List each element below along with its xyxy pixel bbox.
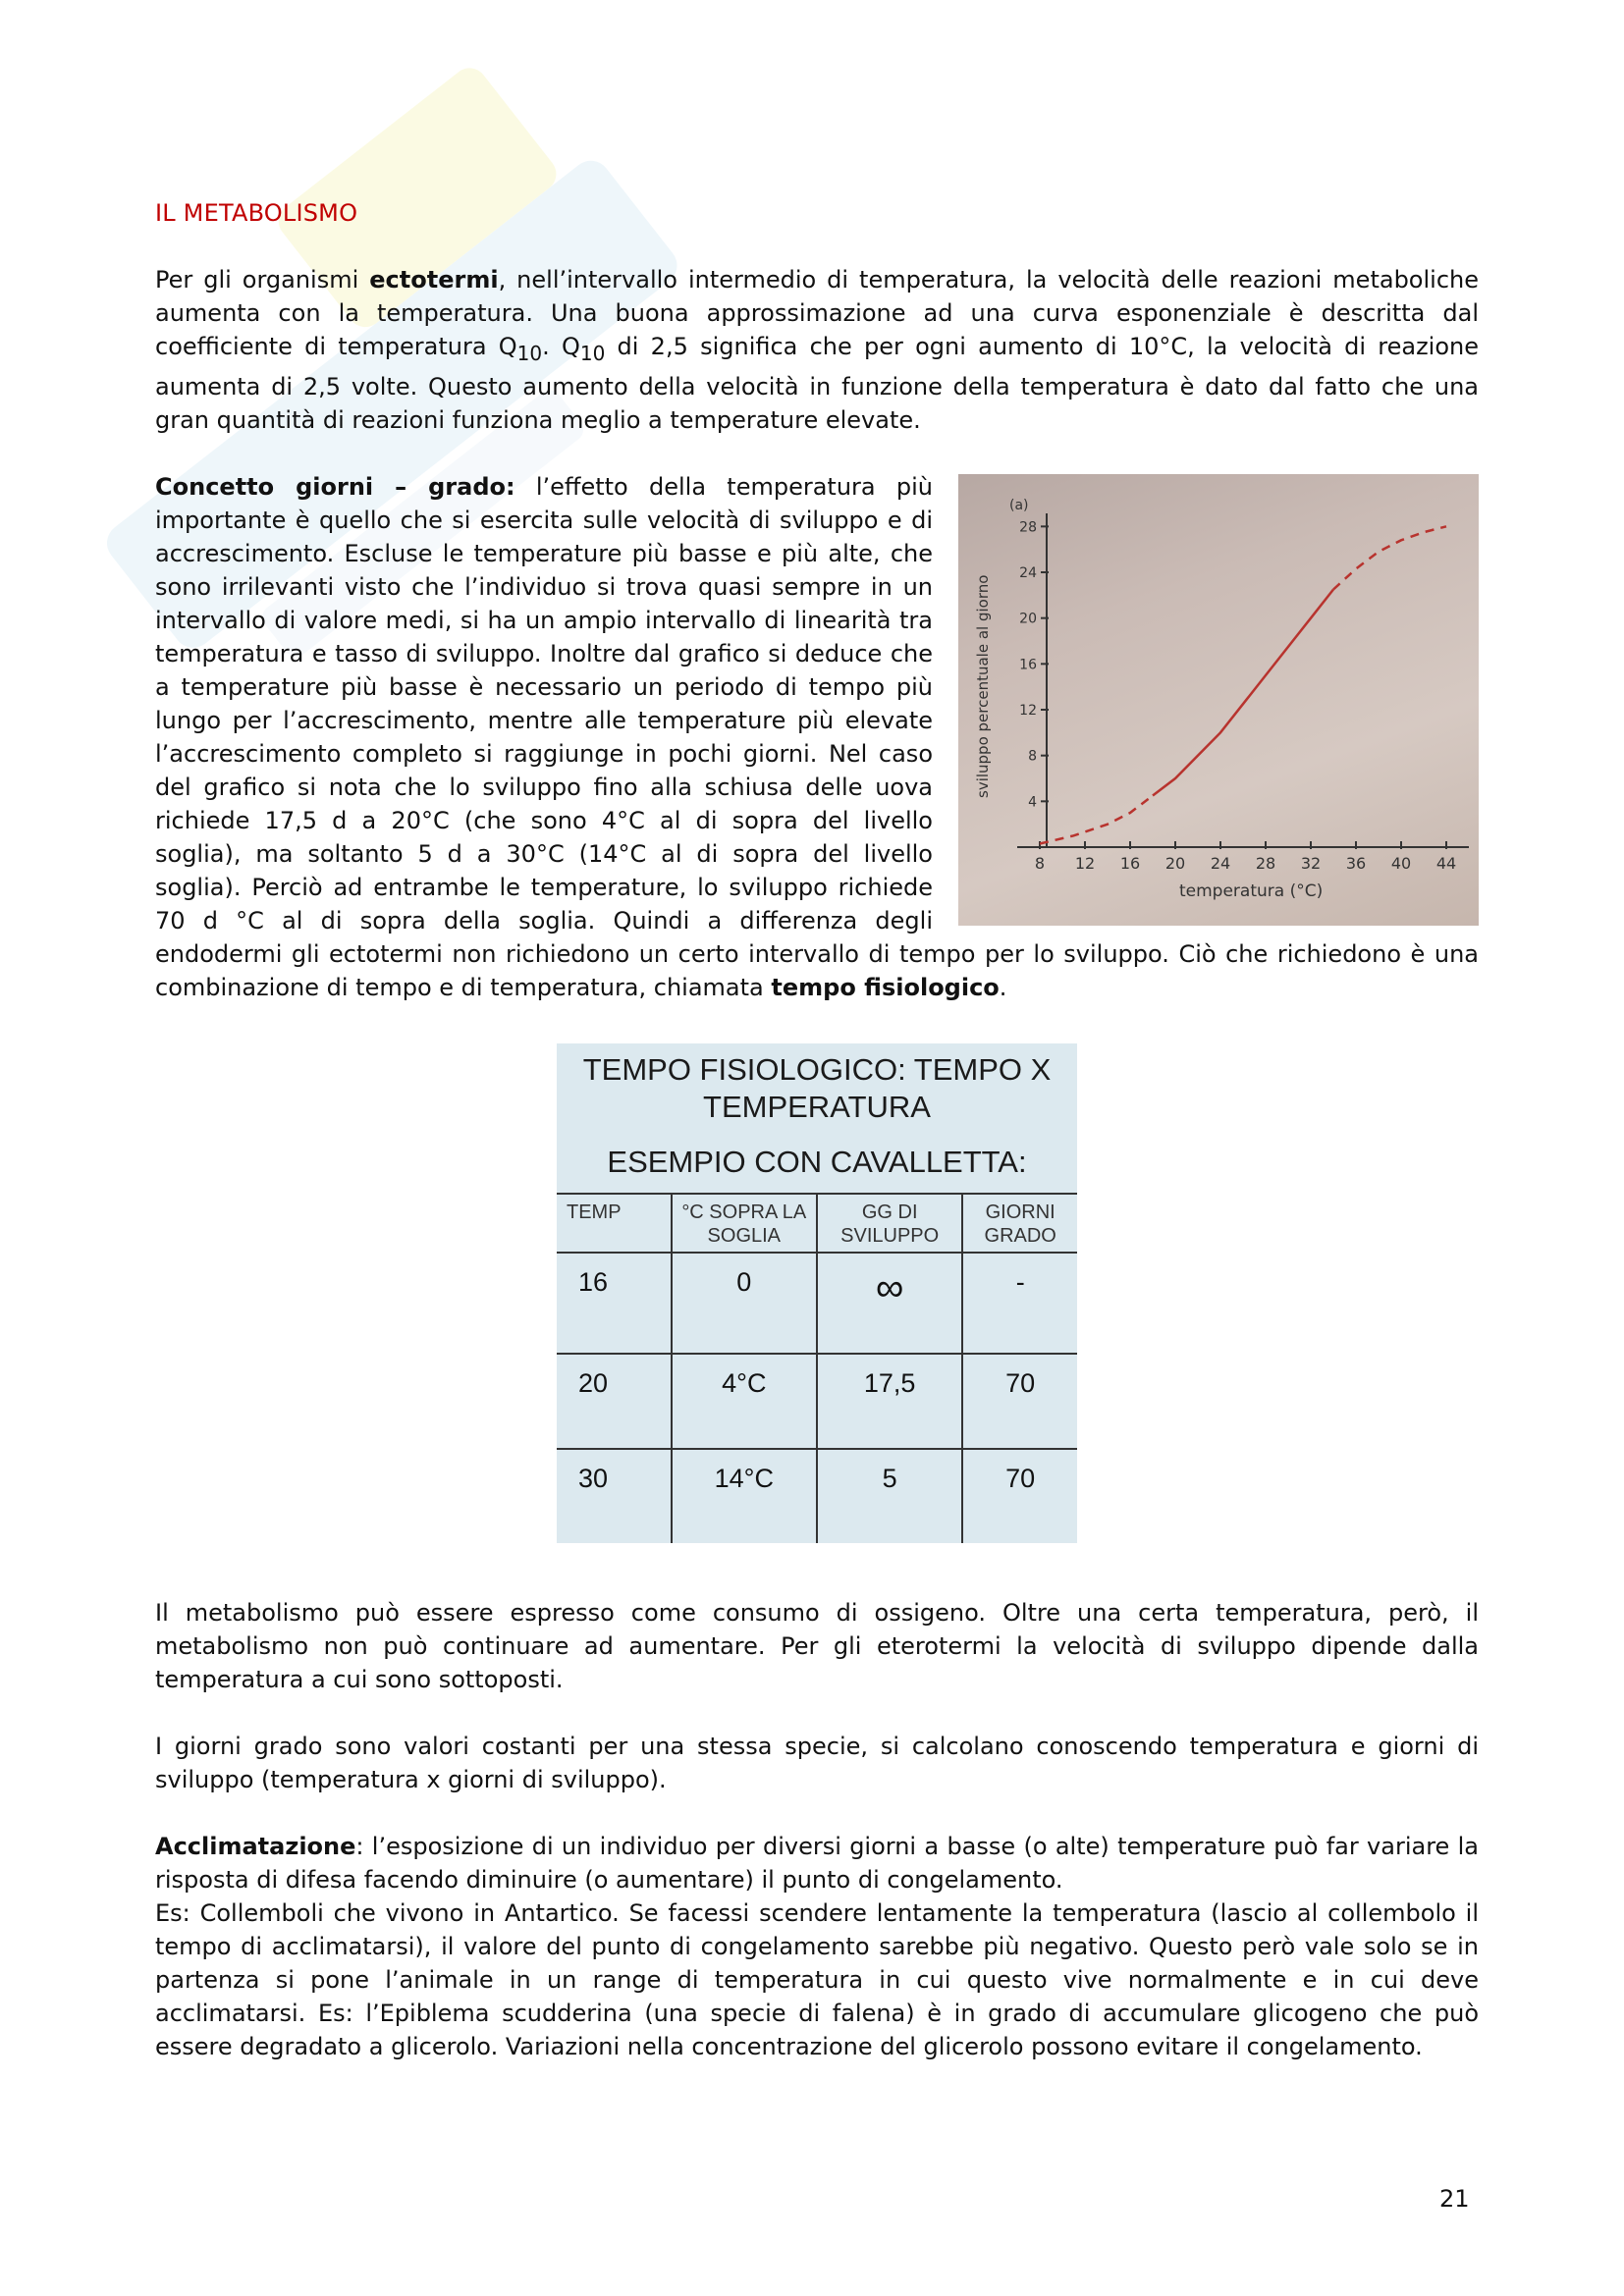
paragraph-ectotermi bbox=[155, 263, 1479, 437]
x-tick-label: 20 bbox=[1164, 853, 1186, 873]
series-line-dashed-high bbox=[1333, 526, 1446, 589]
table-cell: 5 bbox=[817, 1449, 962, 1543]
x-tick-label: 12 bbox=[1074, 853, 1096, 873]
table-header-row bbox=[557, 1194, 1077, 1253]
text: . Q bbox=[542, 333, 580, 360]
x-tick-label: 32 bbox=[1300, 853, 1322, 873]
table-cell: 0 bbox=[672, 1253, 817, 1354]
text: . bbox=[999, 973, 1007, 1001]
table-cell: 20 bbox=[557, 1354, 672, 1449]
bold-term: tempo fisiologico bbox=[771, 973, 1000, 1001]
table-cell: 17,5 bbox=[817, 1354, 962, 1449]
panel-label: (a) bbox=[1009, 497, 1029, 513]
y-tick-label: 16 bbox=[1019, 657, 1037, 673]
y-axis-label: sviluppo percentuale al giorno bbox=[974, 574, 992, 798]
table-cell: 70 bbox=[962, 1354, 1077, 1449]
paragraph-giorni-grado-costanti: I giorni grado sono valori costanti per una stessa specie, si calcolano conoscendo temperatura e giorni di sviluppo (temperatura x giorni di sviluppo). bbox=[155, 1732, 1479, 1793]
x-tick-label: 36 bbox=[1345, 853, 1367, 873]
x-tick-label: 40 bbox=[1390, 853, 1412, 873]
y-tick-label: 20 bbox=[1019, 611, 1037, 627]
y-tick-label: 24 bbox=[1019, 564, 1037, 581]
series-line-dashed-low bbox=[1040, 795, 1153, 843]
table-cell: 30 bbox=[557, 1449, 672, 1543]
table-cell: 70 bbox=[962, 1449, 1077, 1543]
y-tick-label: 28 bbox=[1019, 519, 1037, 536]
table-cell: 4°C bbox=[672, 1354, 817, 1449]
y-tick-label: 4 bbox=[1028, 794, 1037, 811]
table-cell: - bbox=[962, 1253, 1077, 1354]
table-title: TEMPO FISIOLOGICO: TEMPO X TEMPERATURA bbox=[582, 1051, 1052, 1124]
table-cell: 14°C bbox=[672, 1449, 817, 1543]
x-axis-label: temperatura (°C) bbox=[1179, 881, 1324, 901]
physiological-time-table bbox=[557, 1043, 1077, 1543]
data-table bbox=[557, 1193, 1077, 1543]
table-cell: ∞ bbox=[817, 1253, 962, 1354]
table-row bbox=[557, 1253, 1077, 1354]
bold-term: ectotermi bbox=[369, 266, 499, 294]
paragraph-metabolismo: Il metabolismo può essere espresso come consumo di ossigeno. Oltre una certa temperatura, però, il metabolismo non può continuare ad aumentare. Per gli eterotermi la velocità di sviluppo dipende dalla temperatura a cui sono sottoposti. bbox=[155, 1598, 1479, 1693]
table-subtitle: ESEMPIO CON CAVALLETTA: bbox=[607, 1144, 1027, 1179]
x-tick-label: 24 bbox=[1210, 853, 1231, 873]
page-number: 21 bbox=[1439, 2185, 1470, 2213]
page-content bbox=[155, 187, 1479, 2063]
paragraph-esempio-collemboli: Es: Collemboli che vivono in Antartico. Se facessi scendere lentamente la temperatura (lascio al collembolo il tempo di acclimatarsi), il valore del punto di congelamento sarebbe più negativo. Questo però vale solo se in partenza si pone l’animale in un range di temperatura in cui questo vive normalmente e in cui deve acclimatarsi. Es: l’Epiblema scudderina (una specie di falena) è in grado di accumulare glicogeno che può essere degradato a glicerolo. Variazioni nella concentrazione del glicerolo possono evitare il congelamento. bbox=[155, 1898, 1479, 2060]
subscript: 10 bbox=[516, 341, 543, 365]
x-tick-label: 8 bbox=[1034, 853, 1046, 873]
header-cell: GG DI SVILUPPO bbox=[817, 1194, 962, 1253]
table-cell: 16 bbox=[578, 1266, 609, 1297]
text: di 2,5 significa che per ogni aumento di 10°C, la velocità di reazione aumenta di 2,5 volte. Questo aumento della velocità in funzione della temperatura è dato dal fatto che una gran quantità di reazioni funziona meglio a temperature elevate. bbox=[155, 333, 1479, 434]
development-rate-chart bbox=[958, 474, 1479, 926]
table-row bbox=[557, 1354, 1077, 1449]
x-tick-label: 44 bbox=[1435, 853, 1457, 873]
y-tick-label: 8 bbox=[1028, 748, 1037, 765]
chart-svg bbox=[958, 474, 1479, 926]
bold-term: Acclimatazione bbox=[155, 1832, 356, 1860]
text: Per gli organismi bbox=[155, 266, 370, 294]
paragraph-acclimatazione bbox=[155, 1830, 1479, 1896]
text: l’effetto della temperatura più importante è quello che si esercita sulle velocità di sviluppo e di accrescimento. Escluse le temperature più basse e più alte, che sono irrilevanti visto che l’individuo si trova quasi sempre in un intervallo di valore medi, si ha un ampio intervallo di linearità tra temperatura e tasso di sviluppo. Inoltre dal grafico si deduce che a temperature più basse è necessario un periodo di tempo più lungo per l’accrescimento, mentre alle temperature più elevate l’accrescimento completo si raggiunge in pochi giorni. Nel caso del grafico si nota che lo sviluppo fino alla schiusa delle uova richiede 17,5 d a 20°C (che sono 4°C al di sopra del livello soglia), ma soltanto 5 d a 30°C (14°C al di sopra del livello soglia). Perciò ad entrambe le temperature, lo sviluppo richiede 70 d °C al di sopra della soglia. Quindi a differenza degli endodermi gli ectotermi non richiedono un certo intervallo di tempo per lo sviluppo. Ciò che richiedono è una combinazione di tempo e di temperatura, chiamata bbox=[155, 472, 1479, 1001]
table-row bbox=[557, 1449, 1077, 1543]
section-title: IL METABOLISMO bbox=[155, 199, 358, 227]
x-tick-label: 28 bbox=[1255, 853, 1276, 873]
series-line-solid bbox=[1153, 589, 1333, 795]
text: : l’esposizione di un individuo per diversi giorni a basse (o alte) temperature può far variare la risposta di difesa facendo diminuire (o aumentare) il punto di congelamento. bbox=[155, 1832, 1479, 1894]
header-cell: °C SOPRA LA SOGLIA bbox=[672, 1194, 817, 1253]
text: , nell’intervallo intermedio di temperatura, la velocità delle reazioni metaboliche aumenta con la temperatura. Una buona approssimazione ad una curva esponenziale è descritta dal coefficiente di temperatura Q bbox=[155, 266, 1479, 360]
y-tick-label: 12 bbox=[1019, 702, 1037, 719]
bold-term: Concetto giorni – grado: bbox=[155, 472, 515, 501]
header-cell: GIORNI GRADO bbox=[962, 1194, 1077, 1253]
header-cell: TEMP bbox=[557, 1194, 672, 1253]
subscript: 10 bbox=[579, 341, 606, 365]
x-tick-label: 16 bbox=[1119, 853, 1141, 873]
